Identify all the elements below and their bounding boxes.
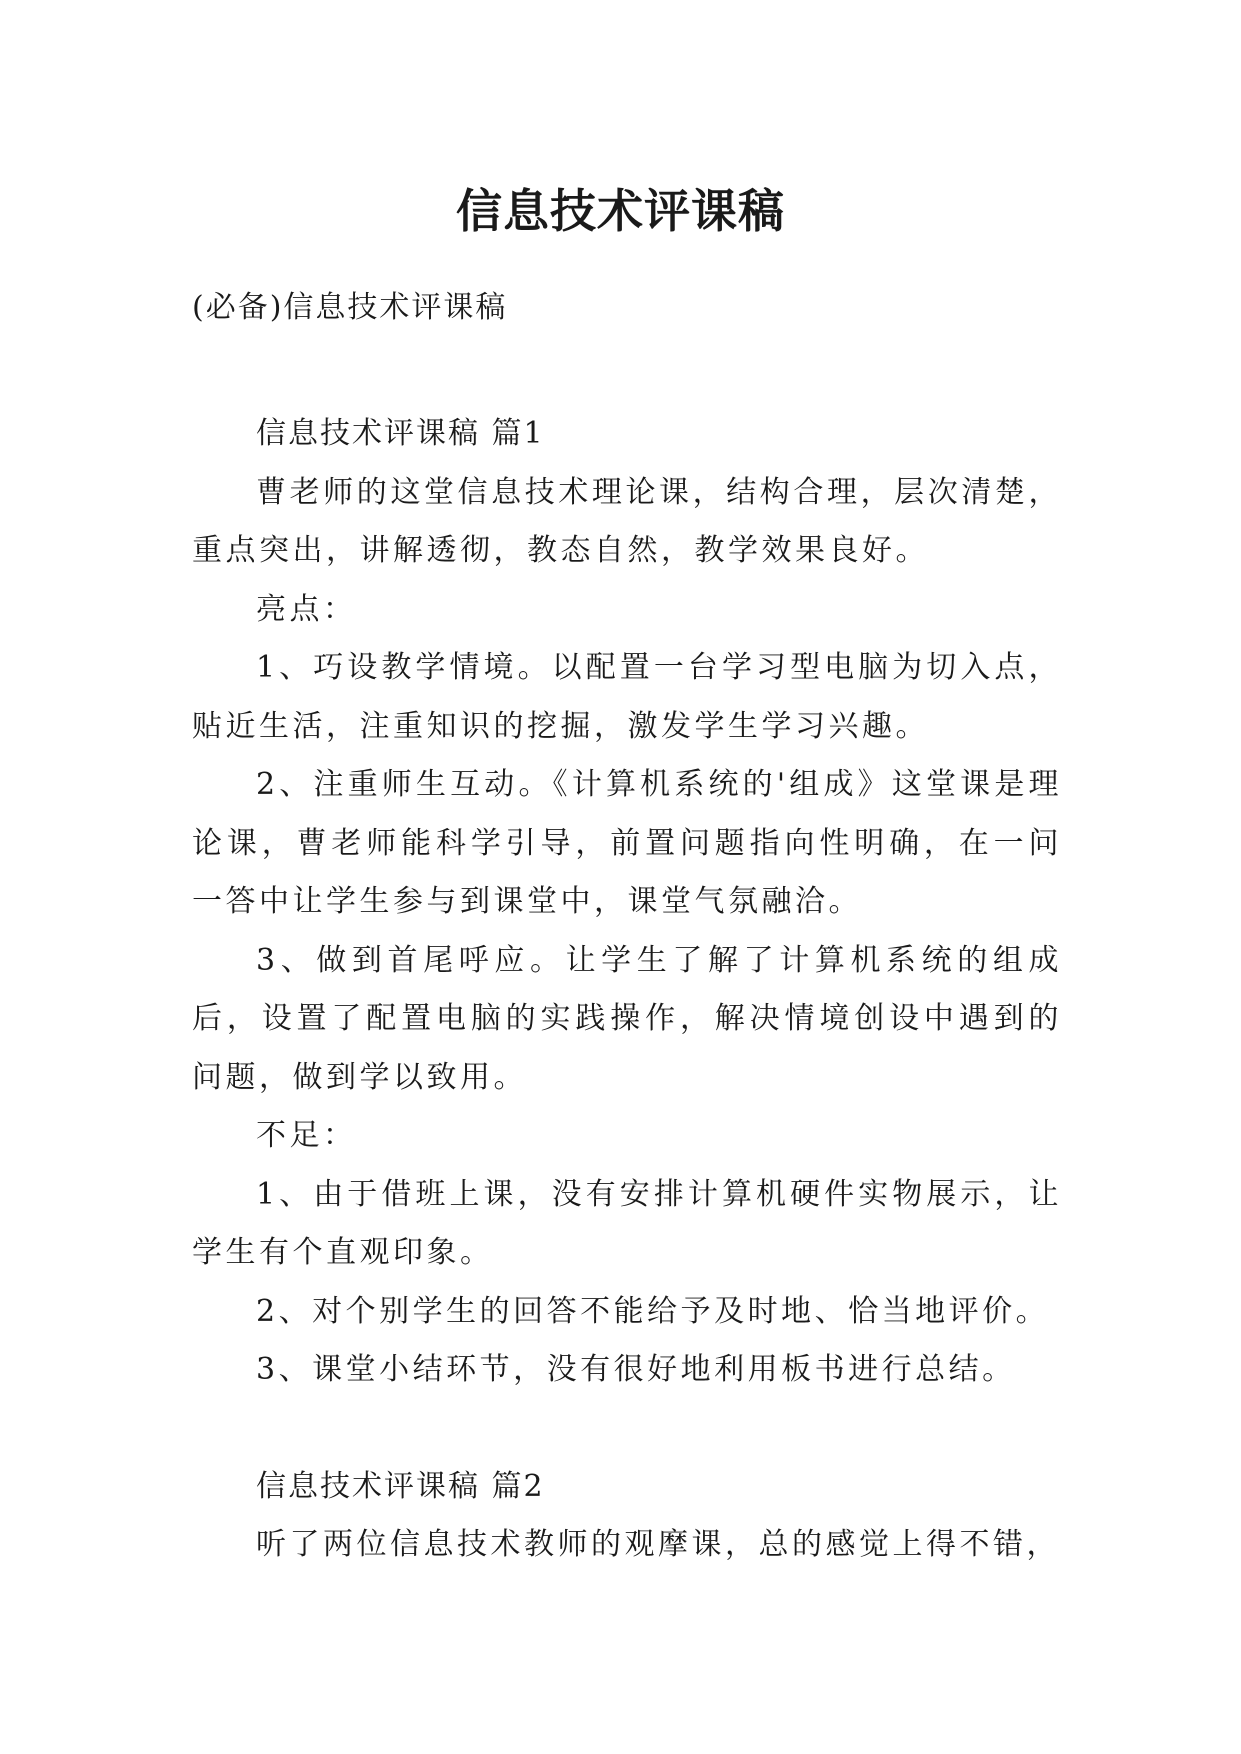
paragraph: 1、由于借班上课，没有安排计算机硬件实物展示，让学生有个直观印象。	[192, 1176, 1062, 1270]
paragraph: 3、做到首尾呼应。让学生了解了计算机系统的组成后，设置了配置电脑的实践操作，解决情境创设中遇到的问题，做到学以致用。	[192, 942, 1062, 1095]
paragraph: 听了两位信息技术教师的观摩课，总的感觉上得不错，	[256, 1527, 1060, 1562]
document-title: 信息技术评课稿	[456, 183, 785, 238]
paragraph: 3、课堂小结环节，没有很好地利用板书进行总结。	[256, 1352, 1016, 1387]
document-subtitle: (必备)信息技术评课稿	[192, 290, 508, 325]
paragraph: 曹老师的这堂信息技术理论课，结构合理，层次清楚，重点突出，讲解透彻，教态自然，教学效果良好。	[192, 474, 1062, 568]
document-body	[192, 405, 1062, 1575]
paragraph: 2、注重师生互动。《计算机系统的'组成》这堂课是理论课，曹老师能科学引导，前置问题指向性明确，在一问一答中让学生参与到课堂中，课堂气氛融洽。	[192, 767, 1062, 919]
paragraph: 2、对个别学生的回答不能给予及时地、恰当地评价。	[256, 1293, 1050, 1329]
paragraph: 不足：	[256, 1118, 357, 1153]
paragraph: 亮点：	[256, 591, 357, 627]
paragraph: 1、巧设教学情境。以配置一台学习型电脑为切入点，贴近生活，注重知识的挖掘，激发学生学习兴趣。	[192, 650, 1062, 744]
section-heading-1: 信息技术评课稿 篇1	[256, 416, 545, 451]
section-heading-2: 信息技术评课稿 篇2	[256, 1468, 545, 1504]
